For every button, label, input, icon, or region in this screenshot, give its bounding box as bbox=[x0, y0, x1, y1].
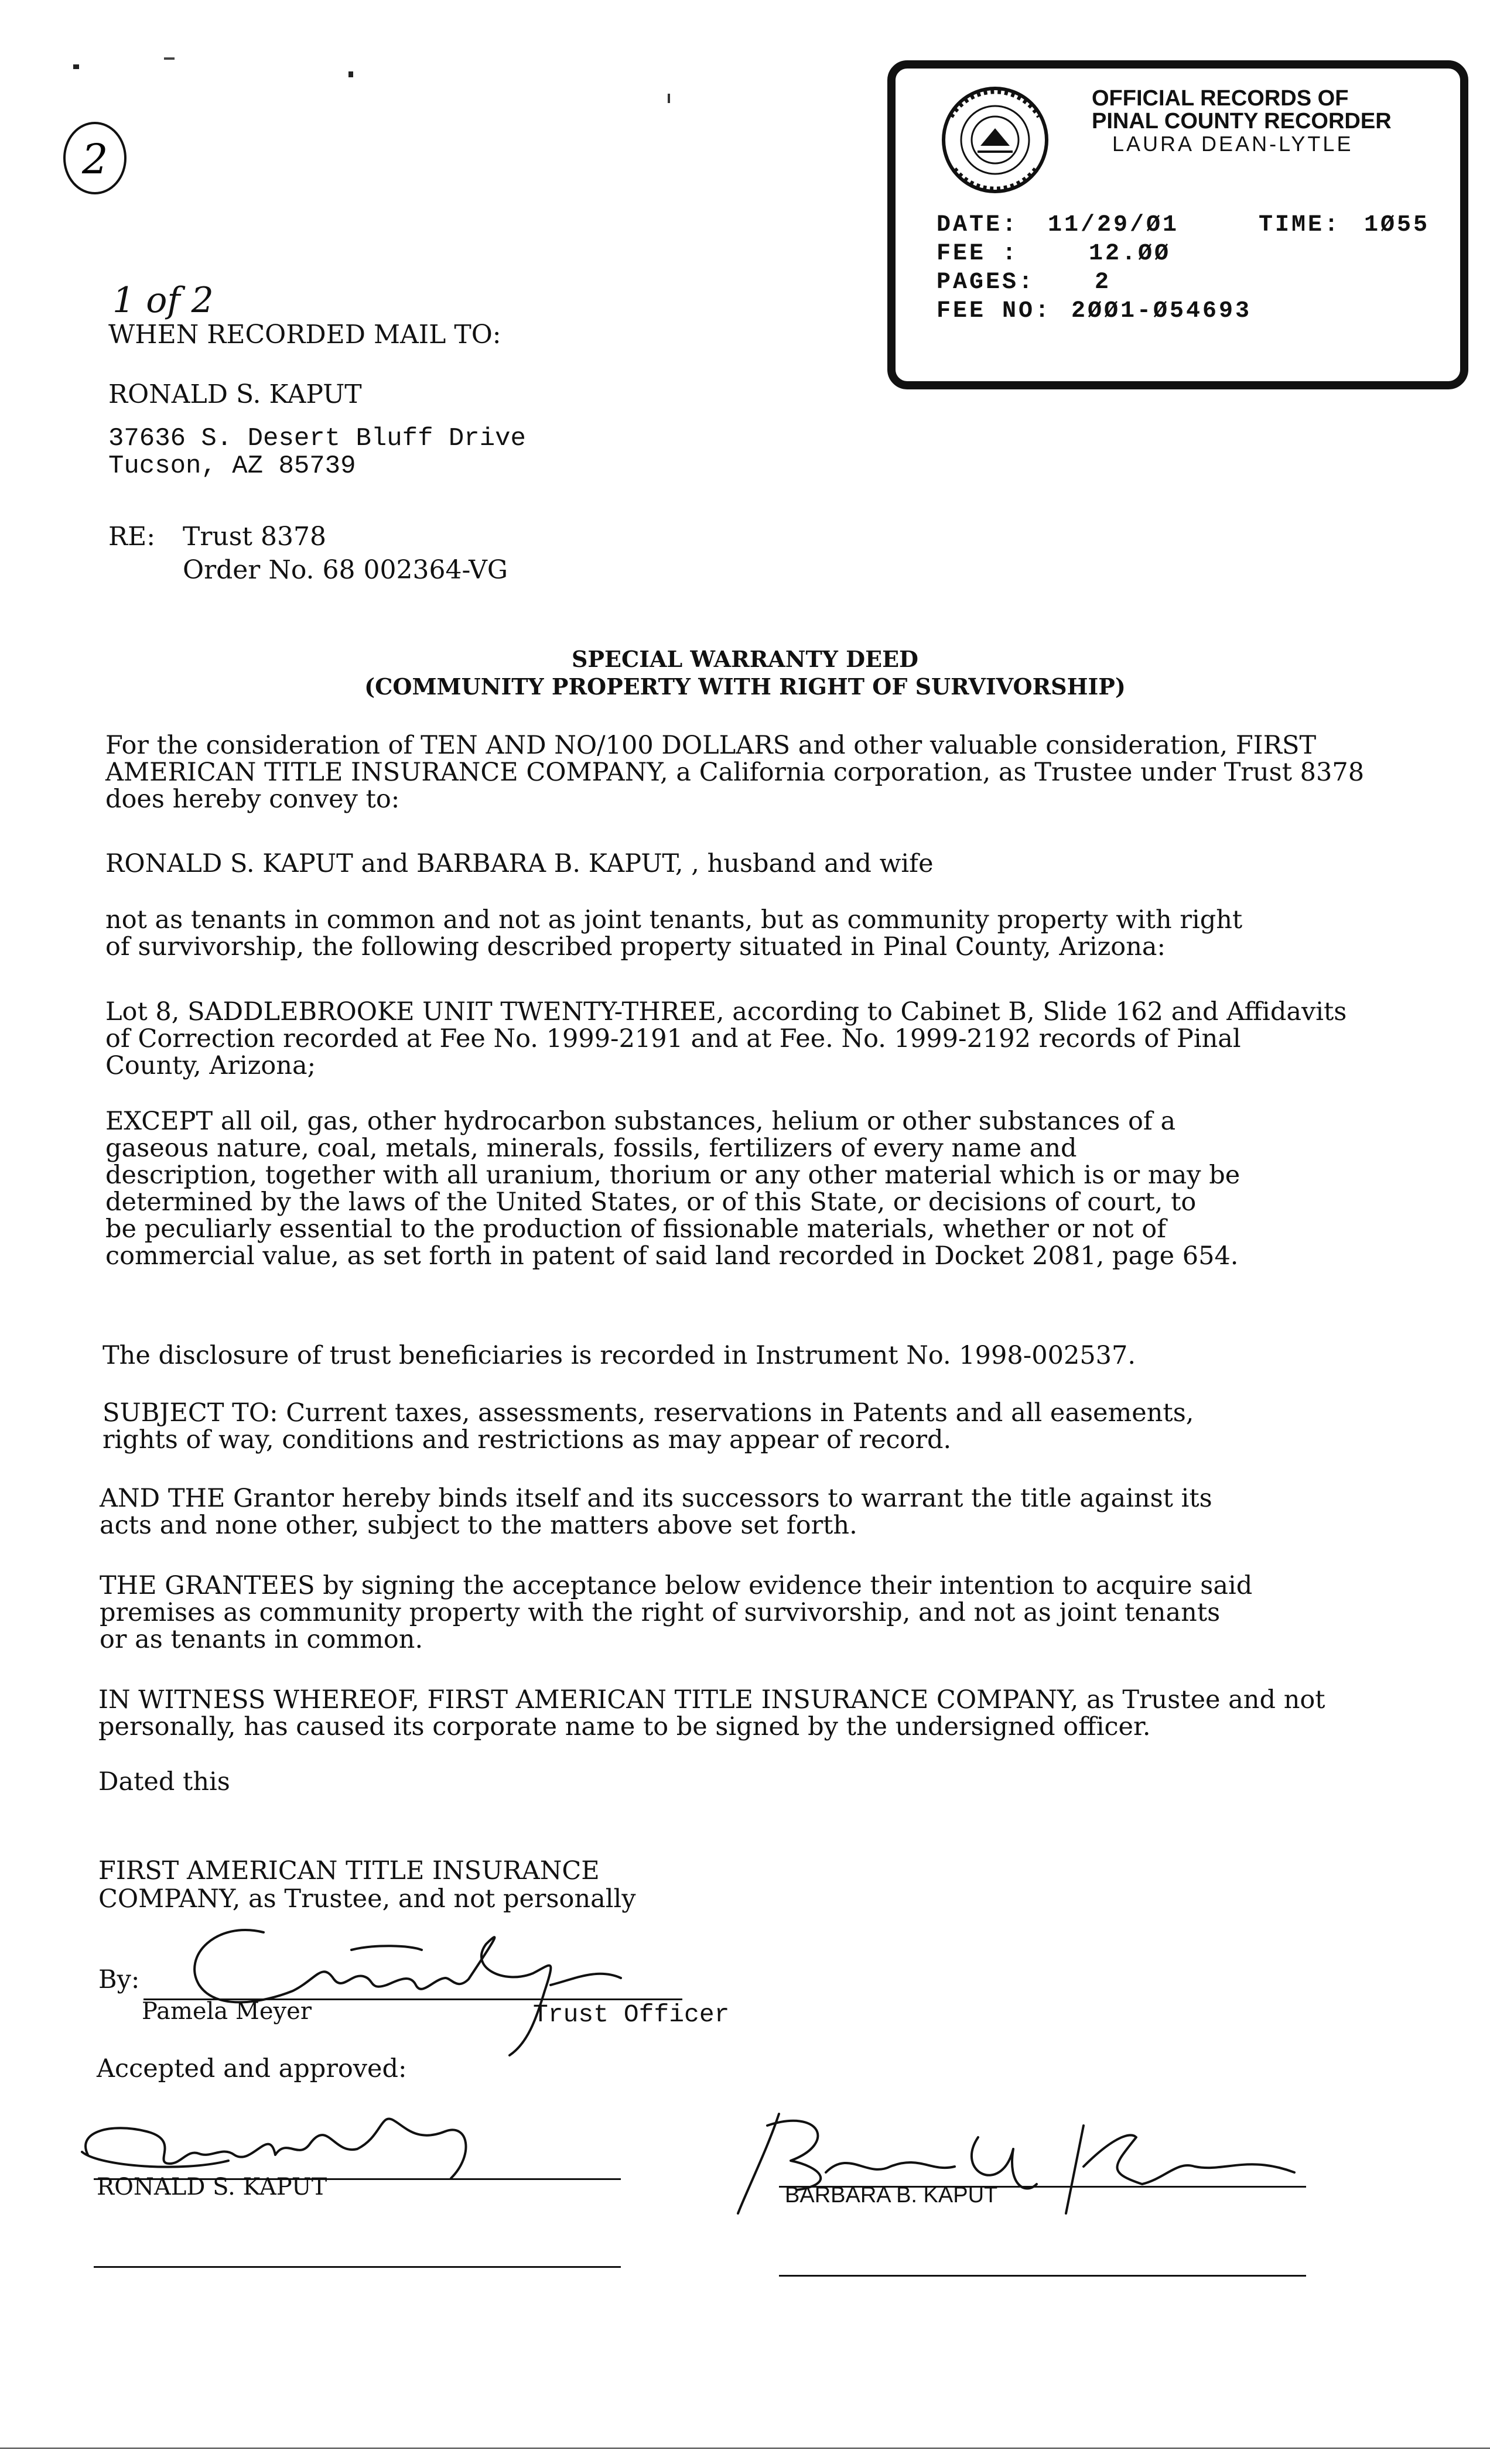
stamp-date-label: DATE: bbox=[937, 212, 1019, 238]
mail-to-address1: 37636 S. Desert Bluff Drive bbox=[108, 424, 526, 453]
deed-subtitle: (COMMUNITY PROPERTY WITH RIGHT OF SURVIVORSHIP) bbox=[364, 673, 1126, 700]
paragraph-line: gaseous nature, coal, metals, minerals, fossils, fertilizers of every name and bbox=[105, 1134, 1077, 1163]
by-label: By: bbox=[98, 1965, 140, 1994]
dated-line: Dated this bbox=[98, 1767, 230, 1796]
scan-speck bbox=[348, 71, 353, 77]
grantee2-blank-line bbox=[779, 2275, 1306, 2277]
re-trust: Trust 8378 bbox=[183, 522, 326, 552]
paragraph-line: not as tenants in common and not as joint tenants, but as community property with right bbox=[105, 905, 1243, 935]
paragraph-line: be peculiarly essential to the production of fissionable materials, whether or not of bbox=[105, 1214, 1167, 1244]
company-line-2: COMPANY, as Trustee, and not personally bbox=[98, 1884, 636, 1914]
warrant-paragraph bbox=[100, 1485, 1212, 1539]
stamp-time-label: TIME: bbox=[1259, 212, 1341, 238]
grantee1-name: RONALD S. KAPUT bbox=[97, 2174, 327, 2201]
scan-speck bbox=[73, 64, 79, 69]
recorder-stamp bbox=[887, 60, 1468, 389]
mail-to-name: RONALD S. KAPUT bbox=[108, 379, 362, 409]
consideration-paragraph bbox=[105, 732, 1364, 813]
paragraph-line: premises as community property with the right of survivorship, and not as joint tenants bbox=[100, 1598, 1221, 1627]
paragraph-line: commercial value, as set forth in patent of said land recorded in Docket 2081, page 654. bbox=[105, 1241, 1239, 1271]
paragraph-line: rights of way, conditions and restrictions as may appear of record. bbox=[102, 1425, 952, 1455]
paragraph-line: determined by the laws of the United States, or of this State, or decisions of court, to bbox=[105, 1187, 1197, 1217]
grantee1-blank-line bbox=[94, 2266, 621, 2268]
re-order: Order No. 68 002364-VG bbox=[183, 555, 508, 585]
paragraph-line: does hereby convey to: bbox=[105, 785, 400, 814]
paragraph-line: SUBJECT TO: Current taxes, assessments, reservations in Patents and all easements, bbox=[102, 1398, 1194, 1428]
mail-to-address2: Tucson, AZ 85739 bbox=[108, 451, 356, 481]
stamp-pages: 2 bbox=[1095, 269, 1112, 296]
subject-to-paragraph bbox=[102, 1399, 1194, 1453]
scan-speck bbox=[668, 94, 670, 103]
paragraph-line: For the consideration of TEN AND NO/100 DOLLARS and other valuable consideration, FIRST bbox=[105, 731, 1317, 760]
paragraph-line: AND THE Grantor hereby binds itself and its successors to warrant the title against its bbox=[100, 1484, 1212, 1513]
paragraph-line: County, Arizona; bbox=[105, 1051, 316, 1080]
officer-signature bbox=[176, 1909, 703, 2061]
legal-description bbox=[105, 998, 1347, 1079]
stamp-fee-label: FEE : bbox=[937, 241, 1019, 267]
stamp-fee-no-label: FEE NO: bbox=[937, 298, 1052, 324]
paragraph-line: IN WITNESS WHEREOF, FIRST AMERICAN TITLE INSURANCE COMPANY, as Trustee and not bbox=[98, 1685, 1325, 1714]
paragraph-line: Lot 8, SADDLEBROOKE UNIT TWENTY-THREE, according to Cabinet B, Slide 162 and Affidavits bbox=[105, 997, 1347, 1026]
paragraph-line: THE GRANTEES by signing the acceptance below evidence their intention to acquire said bbox=[100, 1571, 1253, 1600]
circled-page-number bbox=[59, 117, 129, 199]
stamp-pages-label: PAGES: bbox=[937, 269, 1036, 296]
grantees-line: RONALD S. KAPUT and BARBARA B. KAPUT, , husband and wife bbox=[105, 849, 934, 878]
tenancy-paragraph bbox=[105, 906, 1242, 960]
disclosure-line: The disclosure of trust beneficiaries is recorded in Instrument No. 1998-002537. bbox=[102, 1341, 1136, 1370]
deed-title: SPECIAL WARRANTY DEED bbox=[571, 646, 918, 672]
scan-speck bbox=[164, 57, 175, 60]
officer-name: Pamela Meyer bbox=[142, 1998, 312, 2025]
paragraph-line: of survivorship, the following described property situated in Pinal County, Arizona: bbox=[105, 932, 1166, 961]
grantees-accept-paragraph bbox=[100, 1572, 1252, 1653]
page-bottom-edge bbox=[0, 2448, 1490, 2449]
paragraph-line: or as tenants in common. bbox=[100, 1625, 423, 1654]
stamp-fee: 12.ØØ bbox=[1089, 241, 1171, 267]
county-seal-icon bbox=[937, 81, 1054, 199]
accepted-label: Accepted and approved: bbox=[97, 2054, 407, 2083]
paragraph-line: AMERICAN TITLE INSURANCE COMPANY, a California corporation, as Trustee under Trust 8378 bbox=[105, 758, 1365, 787]
page-marker: 2 bbox=[82, 135, 108, 183]
stamp-time: 1Ø55 bbox=[1364, 212, 1430, 238]
paragraph-line: description, together with all uranium, thorium or any other material which is or may be bbox=[105, 1161, 1240, 1190]
re-label: RE: bbox=[108, 522, 156, 552]
handwritten-page-count: 1 of 2 bbox=[112, 280, 214, 321]
stamp-fee-no: 2ØØ1-Ø54693 bbox=[1071, 298, 1252, 324]
paragraph-line: of Correction recorded at Fee No. 1999-2191 and at Fee. No. 1999-2192 records of Pinal bbox=[105, 1024, 1241, 1053]
except-paragraph bbox=[105, 1108, 1240, 1269]
grantee2-name: BARBARA B. KAPUT bbox=[785, 2183, 998, 2208]
stamp-title-2: PINAL COUNTY RECORDER bbox=[1092, 109, 1392, 134]
stamp-date: 11/29/Ø1 bbox=[1048, 212, 1180, 238]
mail-to-label: WHEN RECORDED MAIL TO: bbox=[108, 320, 501, 350]
paragraph-line: EXCEPT all oil, gas, other hydrocarbon substances, helium or other substances of a bbox=[105, 1107, 1176, 1136]
paragraph-line: personally, has caused its corporate name to be signed by the undersigned officer. bbox=[98, 1712, 1151, 1741]
stamp-recorder: LAURA DEAN-LYTLE bbox=[1112, 132, 1354, 156]
stamp-title-1: OFFICIAL RECORDS OF bbox=[1092, 86, 1349, 111]
witness-paragraph bbox=[98, 1686, 1325, 1740]
officer-title: Trust Officer bbox=[533, 2000, 730, 2029]
company-line-1: FIRST AMERICAN TITLE INSURANCE bbox=[98, 1856, 600, 1885]
paragraph-line: acts and none other, subject to the matters above set forth. bbox=[100, 1511, 857, 1540]
